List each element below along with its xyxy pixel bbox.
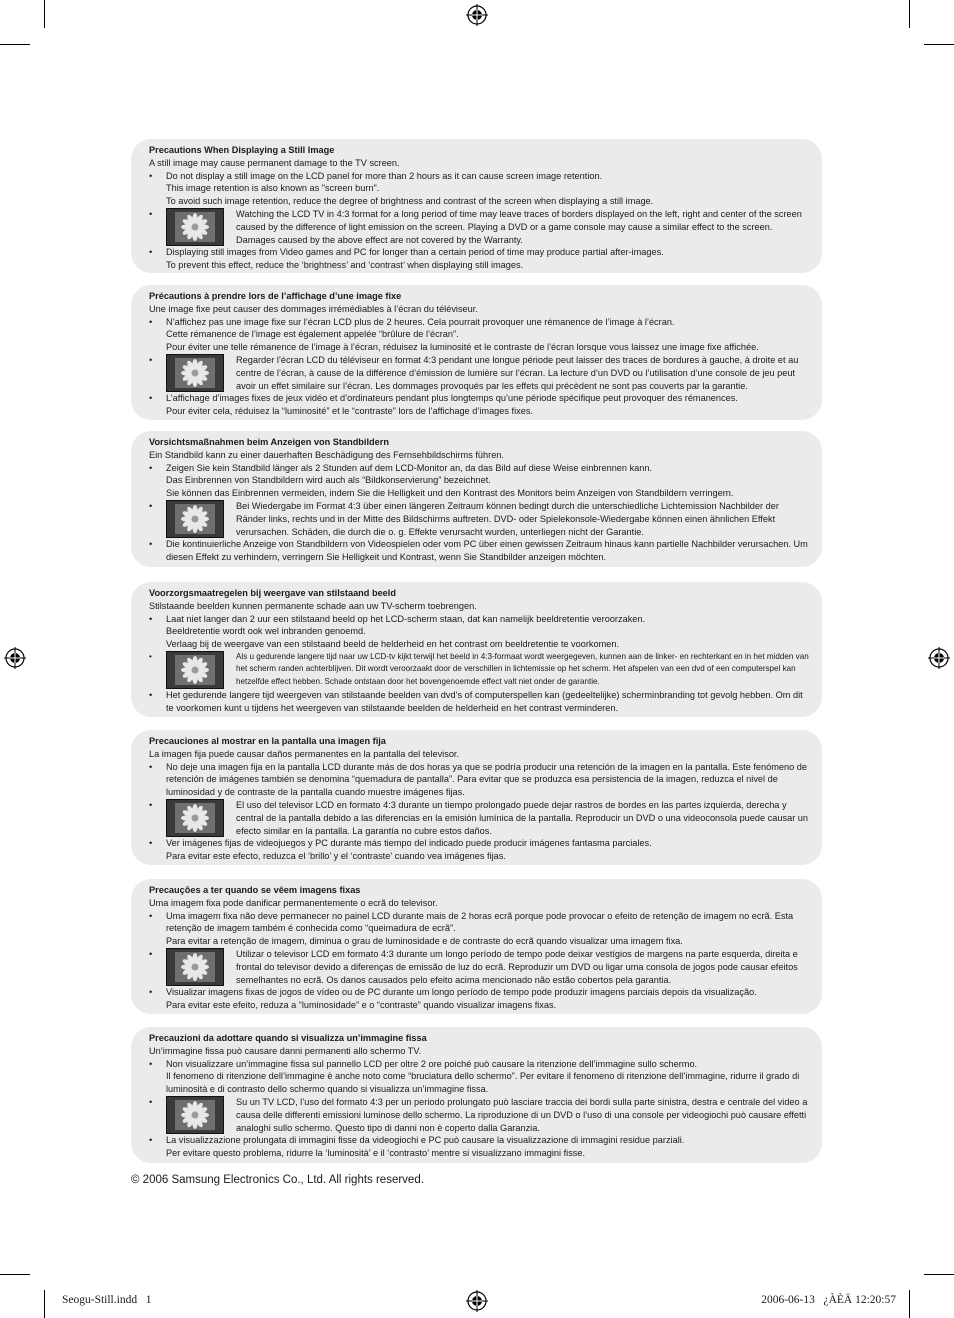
bullet-item (149, 761, 810, 799)
tv-flower-image (166, 948, 224, 986)
crop-mark (44, 1290, 45, 1318)
bullet-item-with-image (149, 208, 810, 246)
section-intro: A still image may cause permanent damage to the TV screen. (149, 157, 400, 168)
bullet-text: Uma imagem fixa não deve permanecer no painel LCD durante mais de 2 horas ecrã porque pode provocar o efeito de retenção de imagem no ecrã. Esta retenção de imagem também é conhecida como “queimadura de ecrã”. (166, 910, 794, 934)
bullet: • (149, 393, 153, 404)
bullet: • (149, 247, 153, 258)
bullet-item (149, 613, 810, 651)
bullet-item (149, 246, 810, 272)
tv-flower-image (166, 651, 224, 689)
bullet-item (149, 1134, 810, 1160)
bullet-text: To avoid such image retention, reduce the degree of brightness and contrast of the screen when displaying a still image. (166, 196, 654, 207)
bullet-item-with-image (149, 500, 810, 538)
section-title: Precauzioni da adottare quando si visualizza un’immagine fissa (149, 1033, 427, 1043)
section-title: Précautions à prendre lors de l’affichage d’une image fixe (149, 291, 402, 301)
tv-flower-image (166, 208, 224, 246)
section-title: Voorzorgsmaatregelen bij weergave van stilstaand beeld (149, 588, 396, 598)
bullet-text: To prevent this effect, reduce the ‘brightness’ and ‘contrast’ when displaying still images. (166, 260, 524, 271)
crop-mark (909, 0, 910, 28)
bullet-text: Visualizar imagens fixas de jogos de vídeo ou de PC durante um longo período de tempo pode produzir imagens parciais depois da visualização. (166, 987, 757, 998)
bullet-text: Het gedurende langere tijd weergeven van stilstaande beelden van dvd’s of computerspellen kan (gedeeltelijke) scherminbranding tot gevolg hebben. Om dit te voorkomen kunt u tijdens het weergeven van stilstaande beelden de helderheid en het contrast verminderen. (166, 689, 803, 713)
bullet-item-with-image (149, 799, 810, 837)
bullet-text: Das Einbrennen von Standbildern wird auch als “Bildkonservierung” bezeichnet. (166, 475, 491, 486)
bullet-text: Watching the LCD TV in 4:3 format for a long period of time may leave traces of borders displayed on the left, right and center of the screen caused by the difference of light emission on the screen. Playing a DVD or a game console may cause a similar effect to the screen. Damages caused by the above effect are not covered by the Warranty. (236, 208, 802, 245)
bullet-text: Bei Wiedergabe im Format 4:3 über einen längeren Zeitraum können bedingt durch die unterschiedliche Lichtemission Nachbilder der Ränder links, rechts und in der Mitte des Bildschirms auftreten. DVD- oder Spielekonsole-Wiedergabe können einen ähnlichen Effekt verursachen. Schäden, die durch die o. g. Effekte verursacht wurden, unterliegen nicht der Garantie. (236, 500, 779, 537)
crop-mark (44, 0, 45, 28)
section-title: Precauciones al mostrar en la pantalla una imagen fija (149, 736, 386, 746)
bullet-item (149, 986, 810, 1012)
bullet: • (149, 500, 153, 511)
bullet-text: Pour éviter une telle rémanence de l’image à l’écran, réduisez la luminosité et le contraste de l’écran lorsque vous laissez une image fixe affichée. (166, 342, 759, 353)
section-italian (131, 1027, 822, 1163)
bullet: • (149, 910, 153, 921)
bullet-text: N’affichez pas une image fixe sur l’écran LCD plus de 2 heures. Cela pourrait provoquer une rémanence de l’image à l’écran. (166, 316, 675, 327)
bullet: • (149, 987, 153, 998)
bullet-text: Laat niet langer dan 2 uur een stilstaand beeld op het LCD-scherm staan, dat kan namelijk beeldretentie veroorzaken. (166, 613, 646, 624)
bullet-item-with-image (149, 948, 810, 986)
bullet-text: Displaying still images from Video games and PC for longer than a certain period of time may produce partial after-images. (166, 247, 664, 258)
bullet-text: No deje una imagen fija en la pantalla LCD durante más de dos horas ya que se podría producir una retención de la imagen en la pantalla. Este fenómeno de retención de imágenes también se denomina “quemadura de pantalla”. Para evitar que se produzca esa persistencia de la imagen, reduzca el nivel de luminosidad y de contraste de la pantalla cuando muestre imágenes fijas. (166, 761, 807, 798)
crop-mark (0, 44, 30, 45)
slug-file-name: Seogu-Still.indd 1 (62, 1294, 152, 1306)
bullet-item (149, 689, 810, 715)
tv-flower-image (166, 500, 224, 538)
bullet: • (149, 799, 153, 810)
section-title: Precauções a ter quando se vêem imagens fixas (149, 885, 361, 895)
bullet: • (149, 1135, 153, 1146)
bullet-text: Il fenomeno di ritenzione dell’immagine è anche noto come “bruciatura dello schermo”. Per evitare il fenomeno di ritenzione dell’immagine, ridurre il grado di luminosità e di contrasto dello schermo quando si visualizza un’immagine fissa. (166, 1071, 800, 1095)
section-intro: Stilstaande beelden kunnen permanente schade aan uw TV-scherm toebrengen. (149, 600, 477, 611)
section-spanish (131, 730, 822, 865)
bullet: • (149, 208, 153, 219)
bullet-text: Para evitar a retenção de imagem, diminua o grau de luminosidade e de contraste do ecrã quando visualizar uma imagem fixa. (166, 936, 683, 947)
bullet-text: Regarder l’écran LCD du téléviseur en format 4:3 pendant une longue période peut laisser des traces de bordures à gauche, à droite et au centre de l’écran, à cause de la différence d’émission de lumière sur l’écran. La lecture d’un DVD ou l’utilisation d’une console de jeu peut avoir un effet similaire sur l’écran. Les dommages provoqués par les effets qui précèdent ne sont pas couverts par la garantie. (236, 354, 799, 391)
bullet-text: Para evitar este efecto, reduzca el ‘brillo’ y el ‘contraste’ cuando vea imágenes fijas. (166, 851, 506, 862)
section-english (131, 139, 822, 273)
bullet-text: Su un TV LCD, l’uso del formato 4:3 per un periodo prolungato può lasciare traccia dei bordi sulla parte sinistra, destra e centrale del video a causa delle differenti emissioni luminose dello schermo. La riproduzione di un DVD o l’uso di una console per videogiochi può causare effetti analoghi sullo schermo. Questo tipo di danni non è coperto dalla Garanzia. (236, 1096, 808, 1133)
section-intro: Une image fixe peut causer des dommages irrémédiables à l’écran du téléviseur. (149, 303, 478, 314)
bullet-text: Zeigen Sie kein Standbild länger als 2 Stunden auf dem LCD-Monitor an, da das Bild auf diese Weise einbrennen kann. (166, 462, 653, 473)
bullet: • (149, 539, 153, 550)
bullet-text: Als u gedurende langere tijd naar uw LCD-tv kijkt terwijl het beeld in 4:3-formaat wordt weergegeven, kunnen aan de linker- en rechterkant en in het midden van het scherm randen achterblijven. Dit wordt veroorzaakt door de verschillen in lichtemissie op het scherm. Het afspelen van een dvd of een computerspel kan hetzelfde effect hebben. Schade ontstaan door het bovengenoemde effect valt niet onder de garantie. (236, 651, 809, 686)
bullet: • (149, 462, 153, 473)
bullet-text: Sie können das Einbrennen vermeiden, indem Sie die Helligkeit und den Kontrast des Monitors beim Anzeigen von Standbildern verringern. (166, 488, 734, 499)
bullet-text: Utilizar o televisor LCD em formato 4:3 durante um longo período de tempo pode deixar vestígios de margens na parte esquerda, direita e frontal do televisor devido a diferenças de emissão de luz do ecrã. Reproduzir um DVD ou ligar uma consola de jogos pode causar efeitos semelhantes no ecrã. Os danos causados pelo efeito acima mencionado não estão cobertos pela garantia. (236, 948, 798, 985)
registration-mark-icon (466, 1290, 488, 1312)
section-intro: La imagen fija puede causar daños permanentes en la pantalla del televisor. (149, 748, 460, 759)
section-french (131, 285, 822, 420)
bullet-item (149, 910, 810, 948)
bullet: • (149, 948, 153, 959)
bullet-item (149, 392, 810, 418)
bullet-text: El uso del televisor LCD en formato 4:3 durante un tiempo prolongado puede dejar rastros de bordes en las partes izquierda, derecha y central de la pantalla debido a las diferencias en la emisión lumínica de la pantalla. Reproducir un DVD o una videoconsola puede causar un efecto similar en la pantalla. La garantía no cubre estos daños. (236, 799, 809, 836)
section-intro: Uma imagem fixa pode danificar permanentemente o ecrã do televisor. (149, 897, 438, 908)
bullet-item (149, 170, 810, 208)
bullet: • (149, 1096, 153, 1107)
section-title: Vorsichtsmaßnahmen beim Anzeigen von Standbildern (149, 437, 389, 447)
tv-flower-image (166, 799, 224, 837)
registration-mark-icon (466, 4, 488, 26)
crop-mark (0, 1274, 30, 1275)
section-intro: Un’immagine fissa può causare danni permanenti allo schermo TV. (149, 1045, 422, 1056)
copyright-notice: © 2006 Samsung Electronics Co., Ltd. All rights reserved. (131, 1174, 424, 1186)
bullet: • (149, 838, 153, 849)
crop-mark (924, 1274, 954, 1275)
tv-flower-image (166, 354, 224, 392)
bullet-text: Ver imágenes fijas de videojuegos y PC durante más tiempo del indicado puede producir imágenes fantasma parciales. (166, 838, 652, 849)
bullet-item-with-image (149, 1096, 810, 1134)
crop-mark (909, 1290, 910, 1318)
section-german (131, 431, 822, 567)
section-intro: Ein Standbild kann zu einer dauerhaften Beschädigung des Fernsehbildschirms führen. (149, 449, 504, 460)
bullet-text: Die kontinuierliche Anzeige von Standbildern von Videospielen oder vom PC über einen gewissen Zeitraum hinaus kann partielle Nachbilder verursachen. Um diesen Effekt zu verhindern, verringern Sie Helligkeit und Kontrast, wenn Sie Standbilder anzeigen möchten. (166, 539, 808, 563)
bullet-text: Non visualizzare un’immagine fissa sul pannello LCD per oltre 2 ore poiché può causare la ritenzione dell’immagine sullo schermo. (166, 1058, 698, 1069)
bullet-text: Pour éviter cela, réduisez la “luminosité” et le “contraste” lors de l’affichage d’images fixes. (166, 406, 533, 417)
section-title: Precautions When Displaying a Still Image (149, 145, 335, 155)
crop-mark (924, 44, 954, 45)
registration-mark-icon (928, 647, 950, 669)
bullet-text: Per evitare questo problema, ridurre la ‘luminosità’ e il ‘contrasto’ mentre si visualizzano immagini fisse. (166, 1148, 586, 1159)
bullet-text: Cette rémanence de l’image est également appelée “brûlure de l’écran”. (166, 329, 459, 340)
bullet-text: Beeldretentie wordt ook wel inbranden genoemd. (166, 626, 366, 637)
bullet: • (149, 1058, 153, 1069)
bullet: • (149, 316, 153, 327)
bullet-item (149, 538, 810, 564)
tv-flower-image (166, 1096, 224, 1134)
bullet-text: Para evitar este efeito, reduza a “luminosidade” e o “contraste” quando visualizar imagens fixas. (166, 1000, 557, 1011)
bullet-text: L’affichage d’images fixes de jeux vidéo et d’ordinateurs pendant plus longtemps qu’une période spécifique peut provoquer des rémanences. (166, 393, 738, 404)
bullet-item (149, 462, 810, 500)
bullet-item (149, 316, 810, 354)
bullet: • (149, 354, 153, 365)
bullet-text: This image retention is also known as "screen burn". (166, 183, 380, 194)
section-dutch (131, 582, 822, 717)
registration-mark-icon (4, 647, 26, 669)
bullet-item (149, 837, 810, 863)
bullet: • (149, 651, 152, 661)
bullet: • (149, 170, 153, 181)
bullet-item (149, 1058, 810, 1096)
bullet: • (149, 689, 153, 700)
bullet: • (149, 613, 153, 624)
bullet-text: La visualizzazione prolungata di immagini fisse da videogiochi e PC può causare la visualizzazione di immagini residue parziali. (166, 1135, 685, 1146)
section-portuguese (131, 879, 822, 1014)
bullet-text: Do not display a still image on the LCD panel for more than 2 hours as it can cause screen image retention. (166, 170, 603, 181)
bullet-item-with-image (149, 651, 810, 689)
bullet-text: Verlaag bij de weergave van een stilstaand beeld de helderheid en het contrast om beeldretentie te voorkomen. (166, 639, 620, 650)
bullet: • (149, 761, 153, 772)
bullet-item-with-image (149, 354, 810, 392)
slug-timestamp: 2006-06-13 ¿ÀÈÄ 12:20:57 (761, 1294, 896, 1306)
